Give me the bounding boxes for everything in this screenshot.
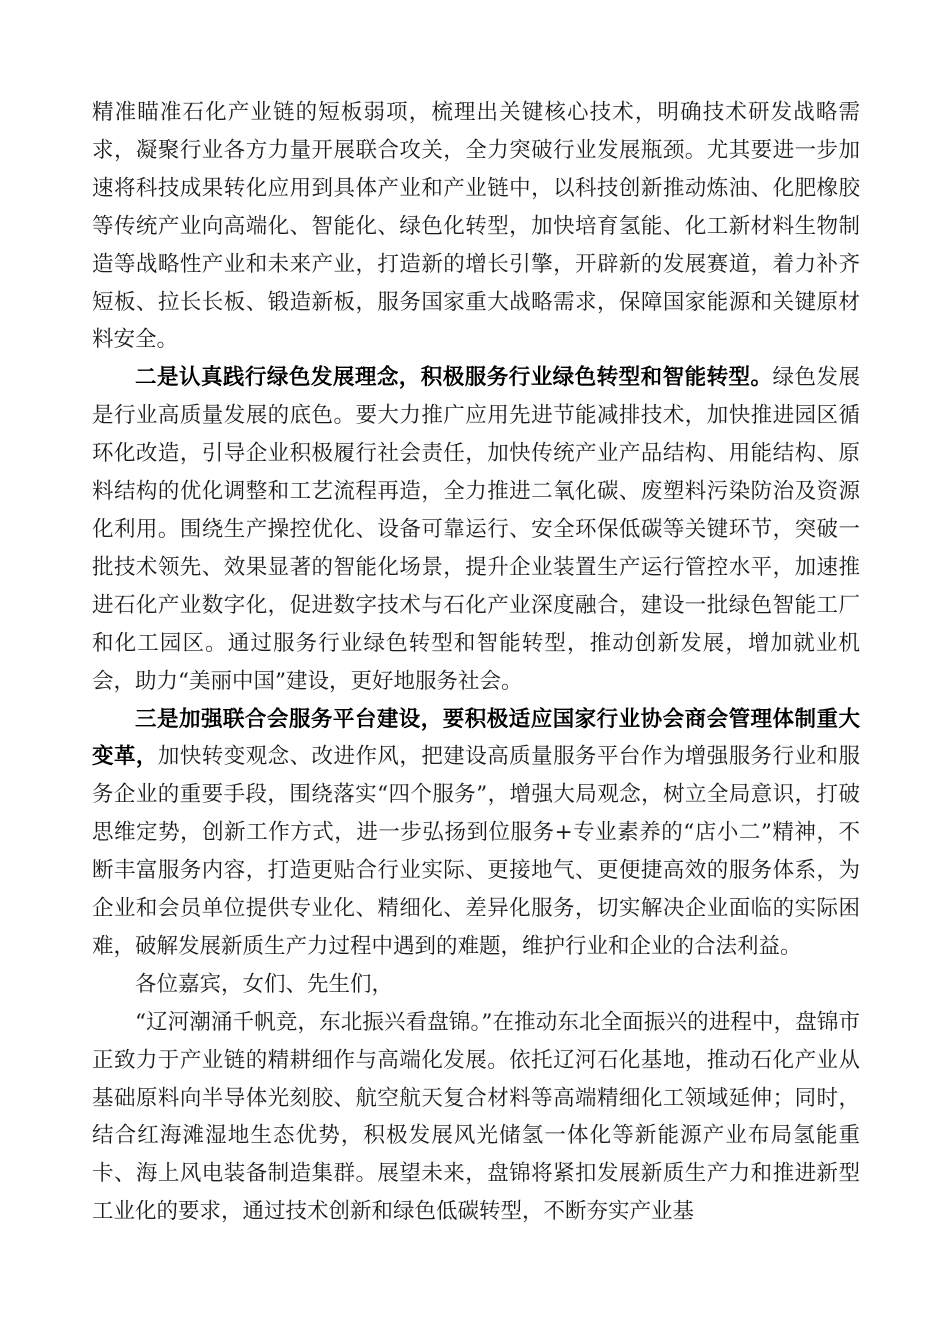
paragraph-1-text: 精准瞄准石化产业链的短板弱项，梳理出关键核心技术，明确技术研发战略需求，凝聚行业各方力量开展联合攻关，全力突破行业发展瓶颈。尤其要进一步加速将科技成果转化应用到具体产业和产业链中，以科技创新推动炼油、化肥橡胶等传统产业向高端化、智能化、绿色化转型，加快培育氢能、化工新材料生物制造等战略性产业和未来产业，打造新的增长引擎，开辟新的发展赛道，着力补齐短板、拉长长板、锻造新板，服务国家重大战略需求，保障国家能源和关键原材料安全。 — [92, 100, 860, 353]
document-body — [92, 94, 860, 1231]
paragraph-3-heading: 三是加强联合会服务平台建设，要积极适应国家行业协会商会管理体制重大变革， — [92, 706, 860, 770]
paragraph-4-text: 各位嘉宾，女们、先生们， — [135, 971, 394, 997]
paragraph-3 — [92, 701, 860, 966]
paragraph-5-text: “辽河潮涌千帆竞，东北振兴看盘锦。”在推动东北全面振兴的进程中，盘锦市正致力于产业链的精耕细作与高端化发展。依托辽河石化基地，推动石化产业从基础原料向半导体光刻胶、航空航天复合材料等高端精细化工领域延伸；同时，结合红海滩湿地生态优势，积极发展风光储氢一体化等新能源产业布局氢能重卡、海上风电装备制造集群。展望未来，盘锦将紧扣发展新质生产力和推进新型工业化的要求，通过技术创新和绿色低碳转型，不断夯实产业基 — [92, 1009, 860, 1225]
paragraph-2 — [92, 359, 860, 700]
paragraph-5 — [92, 1004, 860, 1231]
paragraph-2-heading: 二是认真践行绿色发展理念，积极服务行业绿色转型和智能转型。 — [135, 365, 773, 391]
paragraph-4-salutation — [92, 966, 860, 1004]
paragraph-2-text: 绿色发展是行业高质量发展的底色。要大力推广应用先进节能减排技术，加快推进园区循环化改造，引导企业积极履行社会责任，加快传统产业产品结构、用能结构、原料结构的优化调整和工艺流程再造，全力推进二氧化碳、废塑料污染防治及资源化利用。围绕生产操控优化、设备可靠运行、安全环保低碳等关键环节，突破一批技术领先、效果显著的智能化场景，提升企业装置生产运行管控水平，加速推进石化产业数字化，促进数字技术与石化产业深度融合，建设一批绿色智能工厂和化工园区。通过服务行业绿色转型和智能转型，推动创新发展，增加就业机会，助力“美丽中国”建设，更好地服务社会。 — [92, 365, 860, 694]
paragraph-1 — [92, 94, 860, 359]
paragraph-3-text: 加快转变观念、改进作风，把建设高质量服务平台作为增强服务行业和服务企业的重要手段，围绕落实“四个服务”，增强大局观念，树立全局意识，打破思维定势，创新工作方式，进一步弘扬到位服务+专业素养的“店小二”精神，不断丰富服务内容，打造更贴合行业实际、更接地气、更便捷高效的服务体系，为企业和会员单位提供专业化、精细化、差异化服务，切实解决企业面临的实际困难，破解发展新质生产力过程中遇到的难题，维护行业和企业的合法利益。 — [92, 744, 860, 959]
